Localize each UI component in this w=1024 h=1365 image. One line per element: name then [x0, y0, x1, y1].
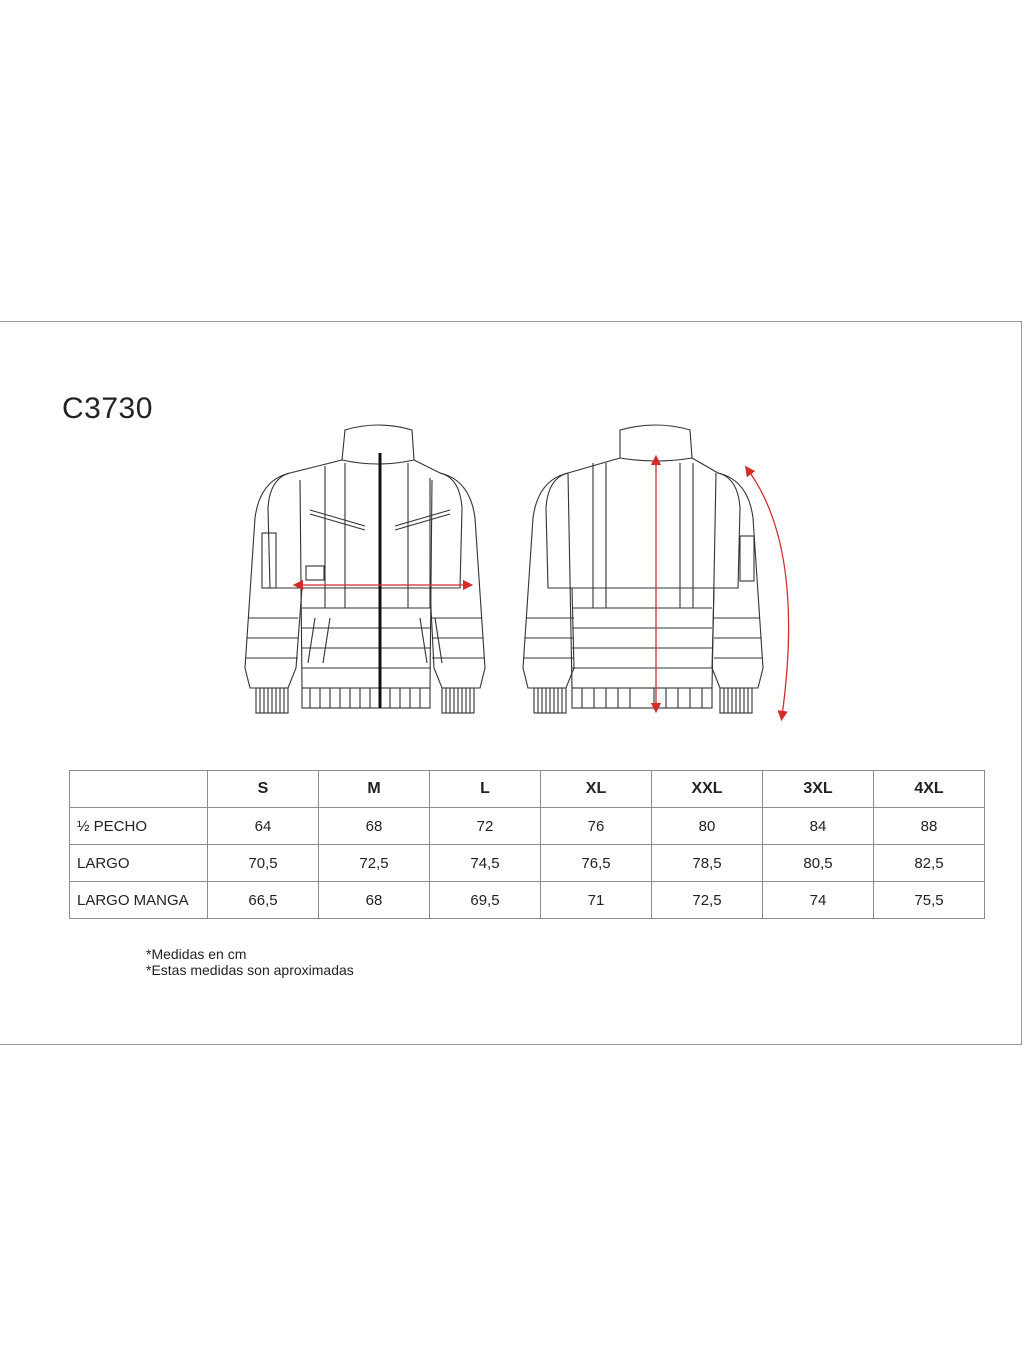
product-code: C3730: [62, 392, 153, 425]
row-label: ½ PECHO: [70, 808, 208, 845]
measure-cell: 64: [208, 808, 319, 845]
measure-cell: 84: [763, 808, 874, 845]
front-jacket: [245, 425, 485, 713]
size-header-row: [70, 771, 985, 808]
measure-cell: 70,5: [208, 845, 319, 882]
size-header: XL: [541, 771, 652, 808]
measure-cell: 78,5: [652, 845, 763, 882]
table-row: [70, 845, 985, 882]
size-header: 4XL: [874, 771, 985, 808]
measure-cell: 74: [763, 882, 874, 919]
measure-cell: 88: [874, 808, 985, 845]
back-jacket: [523, 425, 763, 713]
size-table: [69, 770, 985, 919]
jacket-illustrations: [230, 418, 800, 723]
footnotes: [146, 946, 354, 978]
measure-cell: 72,5: [652, 882, 763, 919]
corner-cell: [70, 771, 208, 808]
row-label: LARGO: [70, 845, 208, 882]
row-label: LARGO MANGA: [70, 882, 208, 919]
measure-cell: 82,5: [874, 845, 985, 882]
measure-cell: 76,5: [541, 845, 652, 882]
measure-cell: 66,5: [208, 882, 319, 919]
measure-cell: 68: [319, 808, 430, 845]
footnote: *Estas medidas son aproximadas: [146, 962, 354, 978]
sleeve-measure-arrow: [748, 470, 789, 716]
size-header: M: [319, 771, 430, 808]
size-header: S: [208, 771, 319, 808]
footnote: *Medidas en cm: [146, 946, 247, 962]
size-header: 3XL: [763, 771, 874, 808]
measure-cell: 68: [319, 882, 430, 919]
size-header: XXL: [652, 771, 763, 808]
measure-cell: 71: [541, 882, 652, 919]
measure-cell: 76: [541, 808, 652, 845]
measure-cell: 80,5: [763, 845, 874, 882]
table-row: [70, 882, 985, 919]
measure-cell: 80: [652, 808, 763, 845]
measure-cell: 69,5: [430, 882, 541, 919]
size-header: L: [430, 771, 541, 808]
table-row: [70, 808, 985, 845]
measure-cell: 75,5: [874, 882, 985, 919]
measure-cell: 72: [430, 808, 541, 845]
measure-cell: 74,5: [430, 845, 541, 882]
measure-cell: 72,5: [319, 845, 430, 882]
